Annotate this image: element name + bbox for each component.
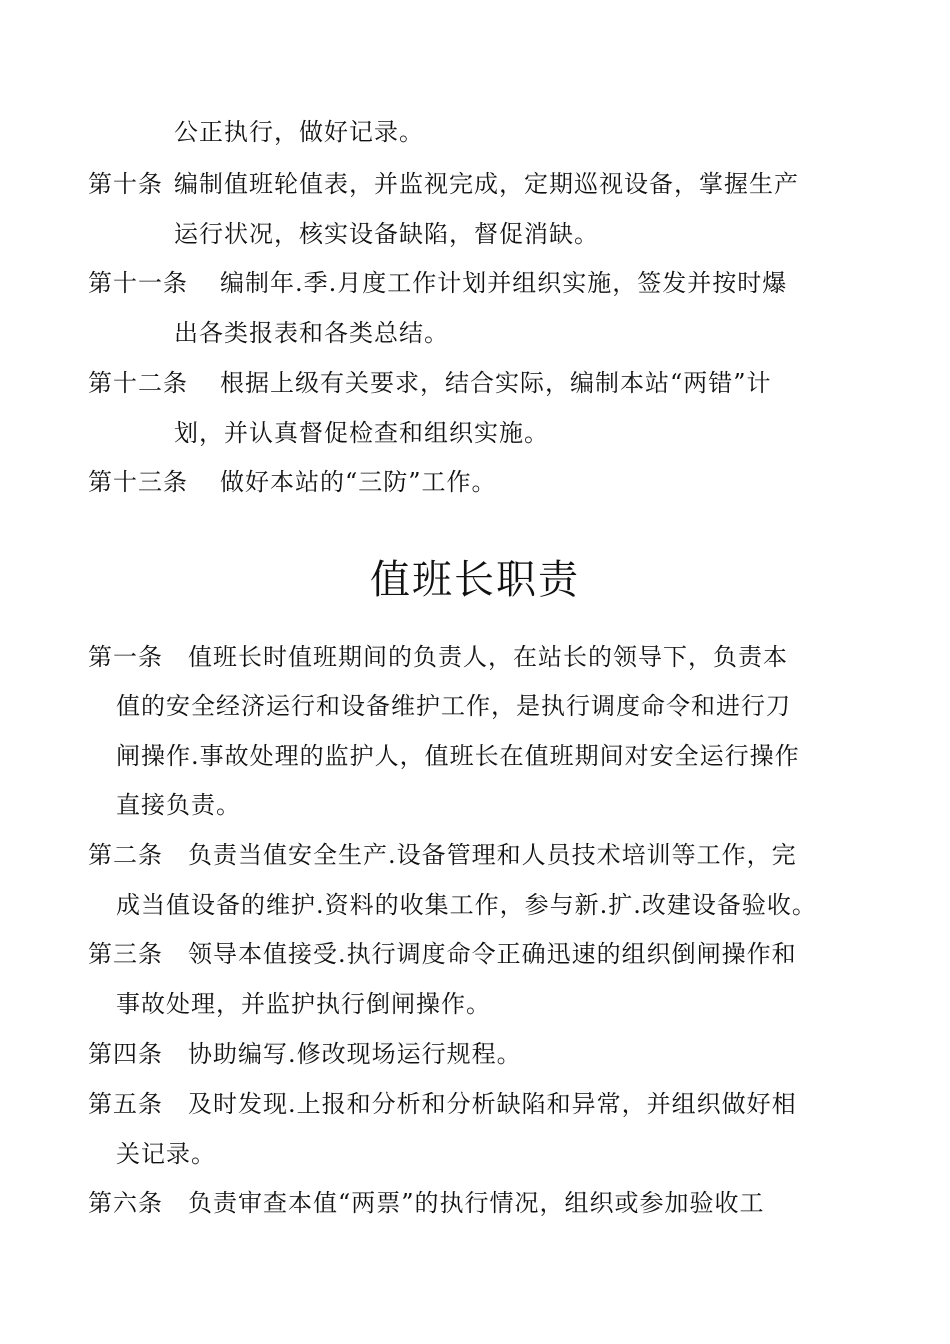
article-text: 成当值设备的维护.资料的收集工作，参与新.扩.改建设备验收。 — [116, 891, 817, 919]
article-text: 关记录。 — [116, 1140, 216, 1168]
article-label: 第五条 — [88, 1090, 163, 1118]
article-text: 编制值班轮值表，并监视完成，定期巡视设备，掌握生产 — [174, 170, 799, 198]
article-text: 运行状况，核实设备缺陷，督促消缺。 — [174, 220, 599, 248]
article-text: 出各类报表和各类总结。 — [174, 319, 449, 347]
article-label: 第十三条 — [88, 468, 188, 496]
article-text: 划，并认真督促检查和组织实施。 — [174, 419, 549, 447]
article-label: 第一条 — [88, 643, 163, 671]
article-text: 做好本站的“三防”工作。 — [220, 468, 497, 496]
article-label: 第六条 — [88, 1189, 163, 1217]
article-text: 根据上级有关要求，结合实际，编制本站“两错”计 — [220, 369, 772, 397]
article-label: 第二条 — [88, 841, 163, 869]
paragraph-line: 公正执行，做好记录。 — [174, 118, 424, 146]
article-label: 第四条 — [88, 1040, 163, 1068]
article-label: 第十条 — [88, 170, 163, 198]
article-text: 闸操作.事故处理的监护人，值班长在值班期间对安全运行操作 — [116, 742, 800, 770]
article-text: 直接负责。 — [116, 791, 241, 819]
article-label: 第三条 — [88, 940, 163, 968]
article-label: 第十二条 — [88, 369, 188, 397]
article-text: 事故处理，并监护执行倒闸操作。 — [116, 990, 491, 1018]
article-text: 协助编写.修改现场运行规程。 — [188, 1040, 522, 1068]
article-text: 负责审查本值“两票”的执行情况，组织或参加验收工 — [188, 1189, 765, 1217]
article-text: 及时发现.上报和分析和分析缺陷和异常，并组织做好相 — [188, 1090, 797, 1118]
article-text: 值的安全经济运行和设备维护工作，是执行调度命令和进行刀 — [116, 692, 791, 720]
article-text: 编制年.季.月度工作计划并组织实施，签发并按时爆 — [220, 269, 788, 297]
article-text: 领导本值接受.执行调度命令正确迅速的组织倒闸操作和 — [188, 940, 797, 968]
article-text: 值班长时值班期间的负责人，在站长的领导下，负责本 — [188, 643, 788, 671]
section-title: 值班长职责 — [370, 557, 580, 603]
article-text: 负责当值安全生产.设备管理和人员技术培训等工作，完 — [188, 841, 797, 869]
article-label: 第十一条 — [88, 269, 188, 297]
